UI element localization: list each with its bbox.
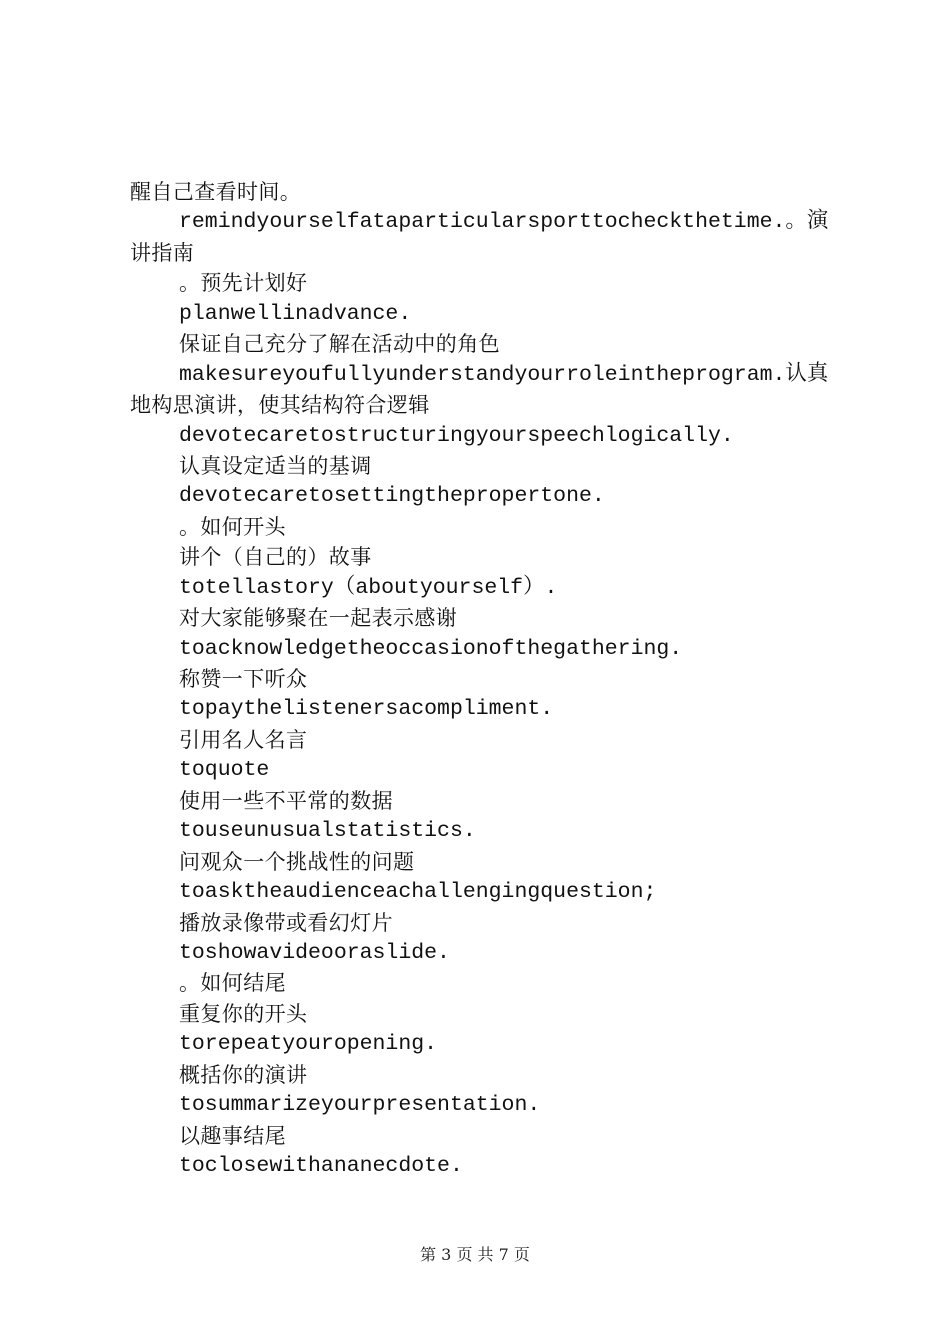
text-line: torepeatyouropening.	[179, 1032, 438, 1057]
text-line: 引用名人名言	[179, 727, 308, 752]
text-line: tosummarizeyourpresentation.	[179, 1093, 541, 1118]
page-content	[130, 177, 832, 1181]
page-number-footer: 第 3 页 共 7 页	[420, 1245, 530, 1264]
text-line: 以趣事结尾	[179, 1123, 286, 1148]
text-line: toasktheaudienceachallengingquestion;	[179, 880, 657, 905]
section-heading: 。如何结尾	[179, 971, 286, 996]
text-line: 重复你的开头	[179, 1001, 308, 1026]
text-line: devotecaretosettingthepropertone.	[179, 484, 605, 509]
text-line: planwellinadvance.	[179, 301, 412, 326]
text-line: 概括你的演讲	[179, 1062, 308, 1087]
text-line: 醒自己查看时间。	[130, 180, 302, 204]
text-line: toshowavideooraslide.	[179, 940, 450, 965]
text-line: 使用一些不平常的数据	[179, 788, 393, 813]
text-line: toquote	[179, 758, 270, 783]
text-line: 保证自己充分了解在活动中的角色	[179, 332, 500, 357]
text-line: 问观众一个挑战性的问题	[179, 849, 415, 874]
text-line: devotecaretostructuringyourspeechlogically.	[179, 423, 734, 448]
text-line: 认真设定适当的基调	[179, 453, 372, 478]
text-line: 讲个（自己的）故事	[179, 545, 372, 570]
section-heading: 。如何开头	[179, 514, 286, 539]
text-line: 对大家能够聚在一起表示感谢	[179, 606, 458, 631]
text-line: remindyourselfataparticularsporttocheckthetime.。演	[179, 210, 829, 235]
text-line: 讲指南	[130, 240, 195, 265]
text-line: 播放录像带或看幻灯片	[179, 910, 393, 935]
text-line: toclosewithananecdote.	[179, 1154, 463, 1178]
text-line: 地构思演讲，使其结构符合逻辑	[130, 393, 430, 418]
text-line: 称赞一下听众	[179, 667, 308, 691]
text-line: totellastory（aboutyourself）.	[179, 575, 558, 600]
text-line: touseunusualstatistics.	[179, 819, 476, 844]
text-line: topaythelistenersacompliment.	[179, 697, 554, 722]
text-line: makesureyoufullyunderstandyourroleintheprogram.认真	[179, 362, 829, 387]
text-line: toacknowledgetheoccasionofthegathering.	[179, 636, 683, 661]
text-line: 。预先计划好	[179, 271, 308, 296]
